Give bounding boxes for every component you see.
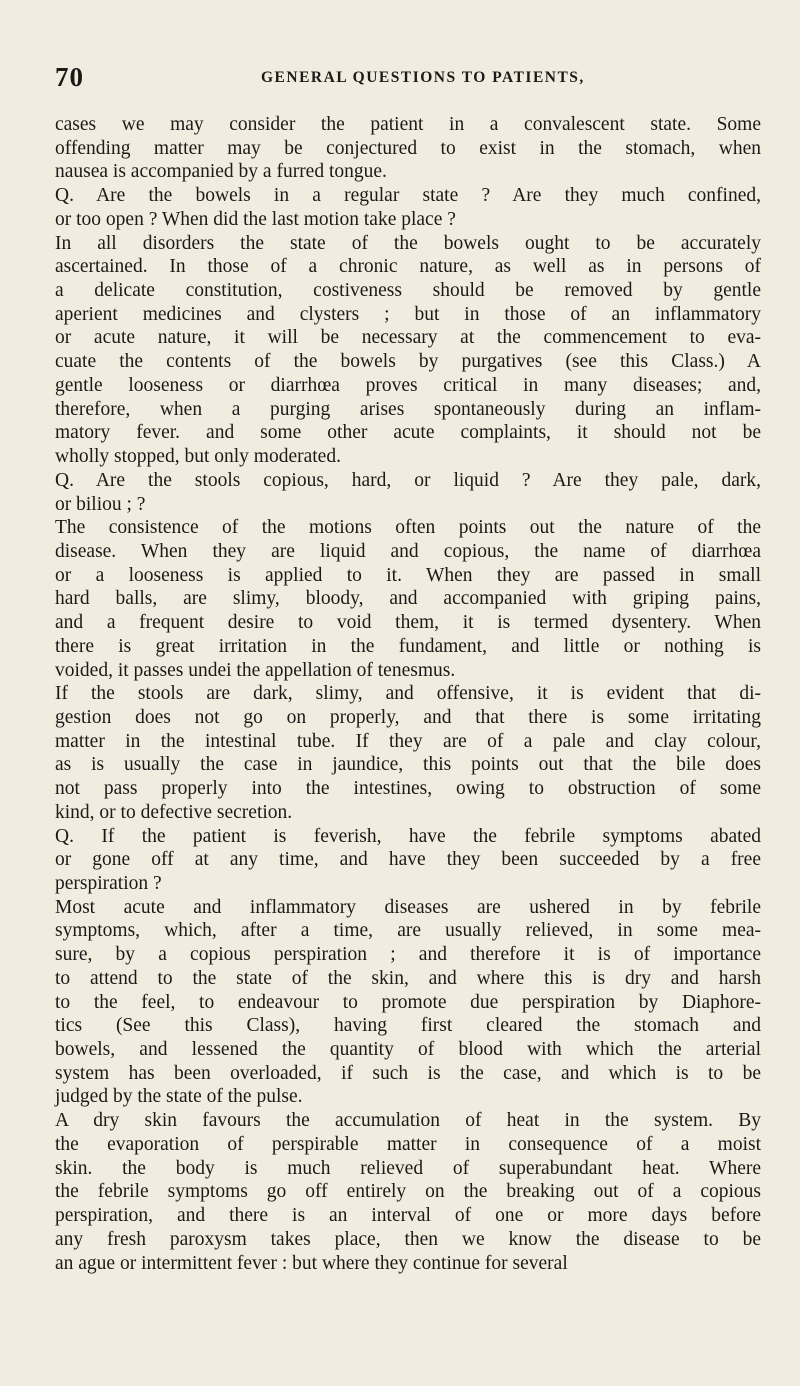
text-line: matter in the intestinal tube. If they are of a pale and clay colour, (55, 730, 761, 752)
text-line: Q. Are the stools copious, hard, or liquid ? Are they pale, dark, (55, 469, 761, 491)
page-number: 70 (55, 62, 84, 92)
text-line: ascertained. In those of a chronic nature, as well as in persons of (55, 256, 761, 278)
text-line: skin. the body is much relieved of superabundant heat. Where (55, 1157, 761, 1179)
text-line: perspiration, and there is an interval of one or more days before (55, 1205, 761, 1227)
body-text (55, 113, 761, 1275)
text-line: Q. If the patient is feverish, have the febrile symptoms abated (55, 825, 761, 847)
text-line: Most acute and inflammatory diseases are ushered in by febrile (55, 896, 761, 918)
text-line: bowels, and lessened the quantity of blood with which the arterial (55, 1039, 761, 1061)
text-line: as is usually the case in jaundice, this points out that the bile does (55, 754, 761, 776)
text-line: and a frequent desire to void them, it is termed dysentery. When (55, 612, 761, 634)
text-line: or too open ? When did the last motion take place ? (55, 208, 456, 230)
text-line: nausea is accompanied by a furred tongue. (55, 161, 387, 183)
text-line: gestion does not go on properly, and that there is some irritating (55, 706, 761, 728)
text-line: a delicate constitution, costiveness should be removed by gentle (55, 280, 761, 302)
text-line: the evaporation of perspirable matter in consequence of a moist (55, 1133, 761, 1155)
text-line: to attend to the state of the skin, and where this is dry and harsh (55, 967, 761, 989)
text-line: A dry skin favours the accumulation of heat in the system. By (55, 1110, 761, 1132)
text-line: an ague or intermittent fever : but where they continue for several (55, 1252, 568, 1274)
text-line: or acute nature, it will be necessary at the commencement to eva- (55, 327, 761, 349)
text-line: If the stools are dark, slimy, and offensive, it is evident that di- (55, 683, 761, 705)
text-line: or gone off at any time, and have they been succeeded by a free (55, 849, 761, 871)
text-line: cuate the contents of the bowels by purgatives (see this Class.) A (55, 351, 761, 373)
text-line: or a looseness is applied to it. When they are passed in small (55, 564, 761, 586)
text-line: tics (See this Class), having first cleared the stomach and (55, 1015, 761, 1037)
text-line: to the feel, to endeavour to promote due perspiration by Diaphore- (55, 991, 761, 1013)
running-head: GENERAL QUESTIONS TO PATIENTS, (261, 69, 585, 86)
text-line: Q. Are the bowels in a regular state ? Are they much confined, (55, 185, 761, 207)
text-line: The consistence of the motions often points out the nature of the (55, 517, 761, 539)
text-line: aperient medicines and clysters ; but in those of an inflammatory (55, 303, 761, 325)
text-line: kind, or to defective secretion. (55, 801, 293, 823)
text-line: any fresh paroxysm takes place, then we know the disease to be (55, 1228, 761, 1250)
text-line: cases we may consider the patient in a convalescent state. Some (55, 114, 761, 135)
text-line: In all disorders the state of the bowels ought to be accurately (55, 232, 761, 254)
text-line: symptoms, which, after a time, are usually relieved, in some mea- (55, 920, 761, 942)
text-line: wholly stopped, but only moderated. (55, 446, 341, 468)
text-line: there is great irritation in the fundament, and little or nothing is (55, 635, 761, 657)
text-line: voided, it passes undei the appellation of tenesmus. (55, 659, 456, 681)
text-line: judged by the state of the pulse. (55, 1086, 303, 1108)
text-line: offending matter may be conjectured to exist in the stomach, when (55, 137, 761, 159)
text-line: or biliou ; ? (55, 493, 146, 515)
text-line: matory fever. and some other acute complaints, it should not be (55, 422, 761, 444)
text-line: the febrile symptoms go off entirely on the breaking out of a copious (55, 1181, 761, 1203)
text-line: therefore, when a purging arises spontaneously during an inflam- (55, 398, 761, 420)
text-line: gentle looseness or diarrhœa proves critical in many diseases; and, (55, 374, 761, 396)
text-line: disease. When they are liquid and copious, the name of diarrhœa (55, 540, 761, 562)
text-line: perspiration ? (55, 873, 162, 894)
text-line: system has been overloaded, if such is the case, and which is to be (55, 1062, 761, 1084)
text-line: not pass properly into the intestines, owing to obstruction of some (55, 778, 761, 800)
text-line: sure, by a copious perspiration ; and therefore it is of importance (55, 944, 761, 966)
page-header (55, 62, 755, 96)
text-line: hard balls, are slimy, bloody, and accompanied with griping pains, (55, 588, 761, 610)
